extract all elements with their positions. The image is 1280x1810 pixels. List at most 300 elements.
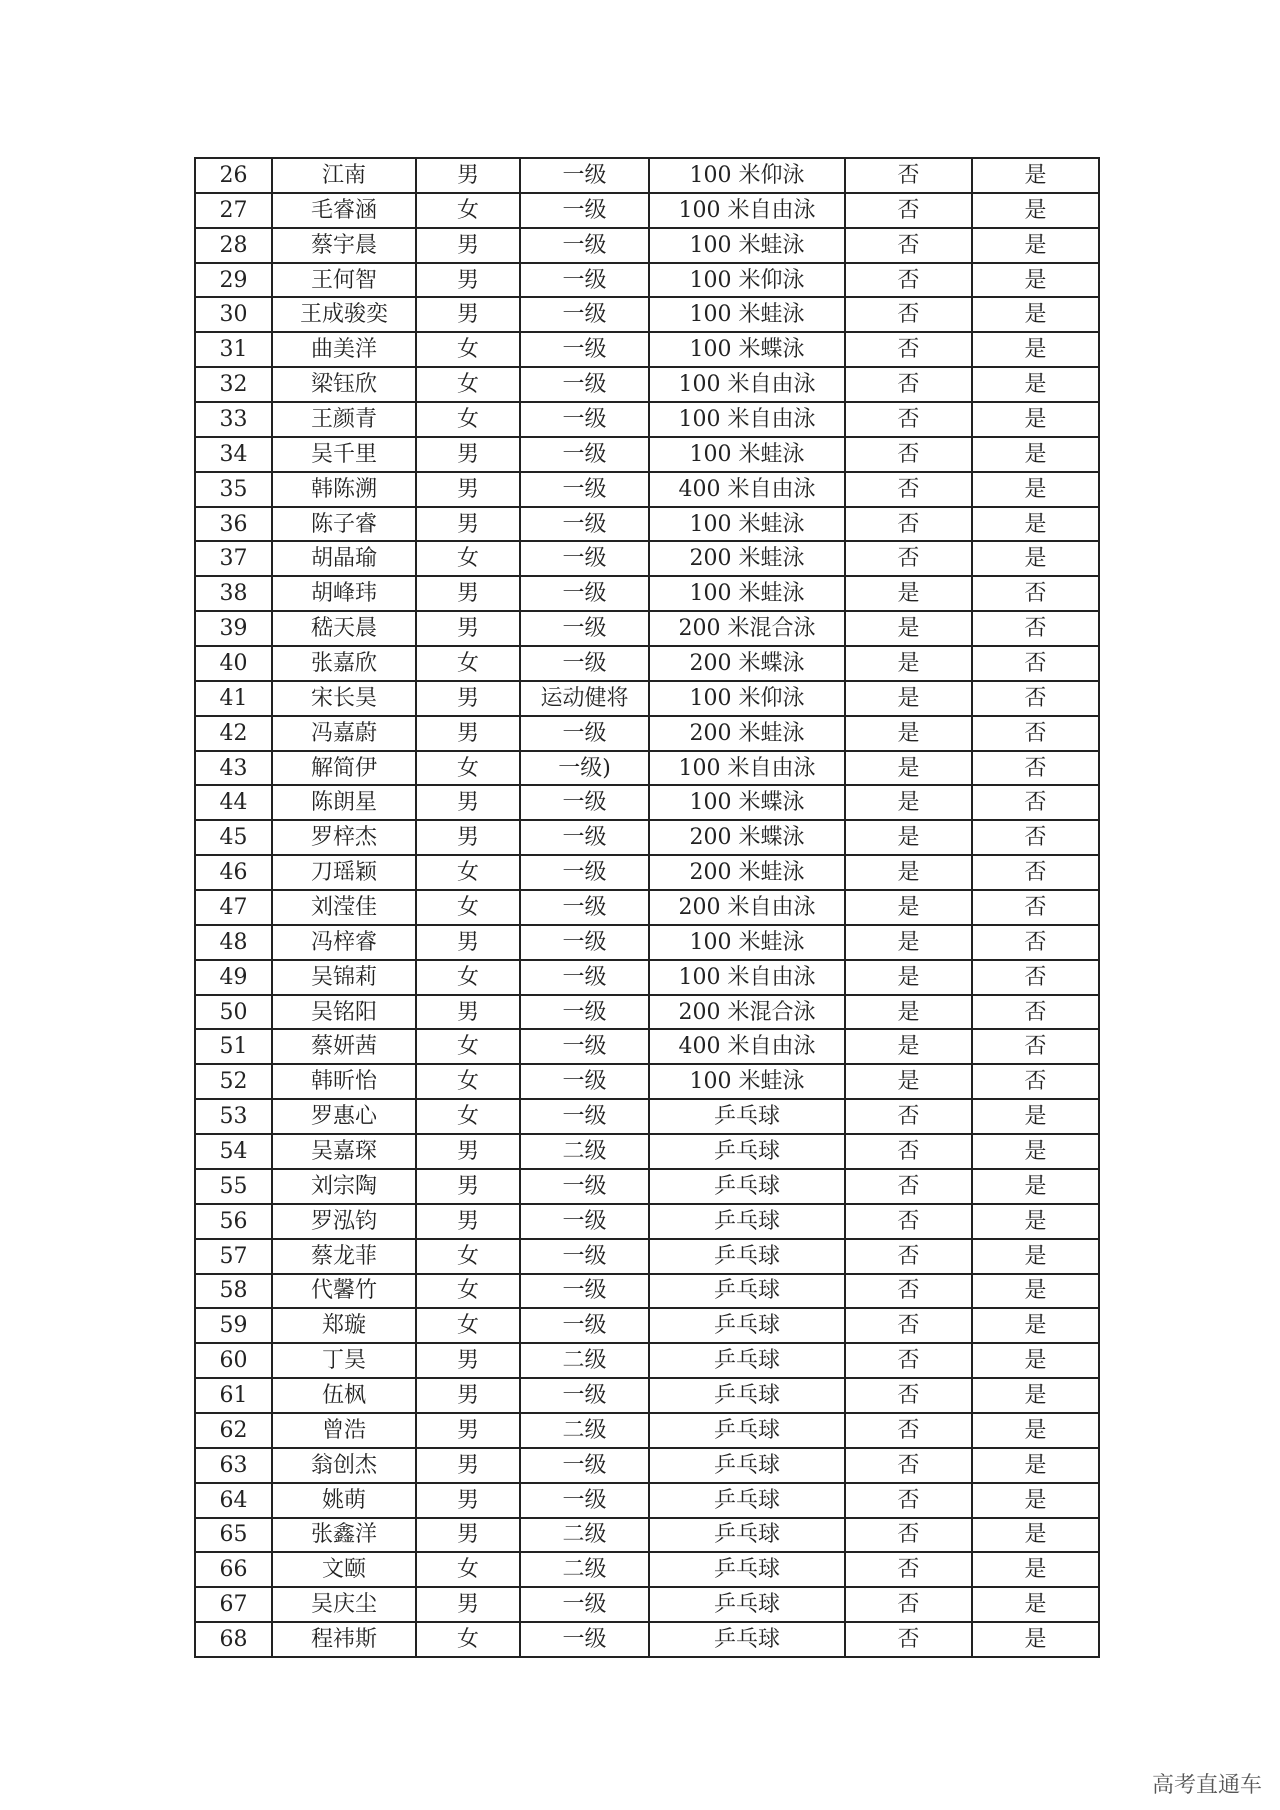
cell-event: 100 米自由泳 xyxy=(649,751,845,786)
cell-col-7: 是 xyxy=(972,1169,1099,1204)
cell-row-number: 65 xyxy=(195,1518,272,1553)
cell-gender: 男 xyxy=(416,611,520,646)
cell-level: 运动健将 xyxy=(520,681,649,716)
cell-row-number: 35 xyxy=(195,472,272,507)
table-row xyxy=(195,1064,1099,1099)
table-row xyxy=(195,1448,1099,1483)
cell-col-7: 是 xyxy=(972,228,1099,263)
cell-event: 乒乓球 xyxy=(649,1239,845,1274)
cell-name: 蔡龙菲 xyxy=(272,1239,416,1274)
cell-row-number: 52 xyxy=(195,1064,272,1099)
cell-row-number: 38 xyxy=(195,576,272,611)
cell-level: 一级 xyxy=(520,855,649,890)
cell-row-number: 55 xyxy=(195,1169,272,1204)
cell-row-number: 64 xyxy=(195,1483,272,1518)
cell-row-number: 48 xyxy=(195,925,272,960)
cell-col-7: 否 xyxy=(972,890,1099,925)
cell-level: 一级 xyxy=(520,193,649,228)
cell-col-7: 否 xyxy=(972,716,1099,751)
cell-gender: 女 xyxy=(416,541,520,576)
cell-name: 丁昊 xyxy=(272,1343,416,1378)
table-row xyxy=(195,681,1099,716)
cell-level: 一级 xyxy=(520,646,649,681)
cell-level: 一级 xyxy=(520,1239,649,1274)
cell-event: 400 米自由泳 xyxy=(649,472,845,507)
cell-level: 一级 xyxy=(520,611,649,646)
cell-event: 乒乓球 xyxy=(649,1413,845,1448)
cell-col-7: 否 xyxy=(972,855,1099,890)
cell-col-6: 否 xyxy=(845,1274,972,1309)
cell-event: 200 米自由泳 xyxy=(649,890,845,925)
cell-row-number: 45 xyxy=(195,820,272,855)
cell-name: 吴千里 xyxy=(272,437,416,472)
cell-name: 文颐 xyxy=(272,1552,416,1587)
cell-col-6: 否 xyxy=(845,1518,972,1553)
cell-row-number: 49 xyxy=(195,960,272,995)
cell-row-number: 40 xyxy=(195,646,272,681)
cell-row-number: 59 xyxy=(195,1308,272,1343)
cell-gender: 男 xyxy=(416,1587,520,1622)
cell-name: 王何智 xyxy=(272,263,416,298)
cell-event: 100 米自由泳 xyxy=(649,960,845,995)
cell-col-7: 否 xyxy=(972,1064,1099,1099)
table-row xyxy=(195,820,1099,855)
cell-event: 200 米蛙泳 xyxy=(649,716,845,751)
cell-col-6: 是 xyxy=(845,995,972,1030)
table-row xyxy=(195,1343,1099,1378)
table-row xyxy=(195,576,1099,611)
cell-event: 100 米仰泳 xyxy=(649,158,845,193)
cell-col-7: 是 xyxy=(972,541,1099,576)
cell-col-7: 否 xyxy=(972,611,1099,646)
table-row xyxy=(195,925,1099,960)
cell-name: 张嘉欣 xyxy=(272,646,416,681)
cell-event: 乒乓球 xyxy=(649,1274,845,1309)
cell-level: 一级 xyxy=(520,925,649,960)
cell-event: 400 米自由泳 xyxy=(649,1029,845,1064)
cell-event: 200 米蝶泳 xyxy=(649,820,845,855)
cell-event: 100 米仰泳 xyxy=(649,263,845,298)
cell-level: 一级 xyxy=(520,890,649,925)
cell-col-6: 否 xyxy=(845,1378,972,1413)
cell-event: 100 米自由泳 xyxy=(649,193,845,228)
cell-event: 乒乓球 xyxy=(649,1378,845,1413)
cell-name: 解简伊 xyxy=(272,751,416,786)
cell-col-7: 否 xyxy=(972,576,1099,611)
cell-col-7: 是 xyxy=(972,1134,1099,1169)
cell-col-7: 是 xyxy=(972,1099,1099,1134)
cell-row-number: 37 xyxy=(195,541,272,576)
cell-gender: 女 xyxy=(416,1064,520,1099)
cell-name: 陈朗星 xyxy=(272,785,416,820)
table-row xyxy=(195,228,1099,263)
cell-level: 一级 xyxy=(520,1169,649,1204)
cell-gender: 女 xyxy=(416,1099,520,1134)
cell-gender: 男 xyxy=(416,1518,520,1553)
cell-name: 翁创杰 xyxy=(272,1448,416,1483)
cell-name: 江南 xyxy=(272,158,416,193)
cell-name: 韩陈溯 xyxy=(272,472,416,507)
cell-row-number: 44 xyxy=(195,785,272,820)
cell-gender: 男 xyxy=(416,263,520,298)
cell-level: 一级 xyxy=(520,1622,649,1657)
cell-name: 吴庆尘 xyxy=(272,1587,416,1622)
cell-row-number: 62 xyxy=(195,1413,272,1448)
cell-row-number: 39 xyxy=(195,611,272,646)
cell-col-7: 是 xyxy=(972,472,1099,507)
cell-name: 伍枫 xyxy=(272,1378,416,1413)
cell-gender: 男 xyxy=(416,716,520,751)
cell-col-6: 是 xyxy=(845,890,972,925)
cell-col-7: 是 xyxy=(972,263,1099,298)
cell-col-6: 否 xyxy=(845,541,972,576)
cell-gender: 女 xyxy=(416,1308,520,1343)
cell-event: 200 米蛙泳 xyxy=(649,541,845,576)
cell-col-7: 是 xyxy=(972,193,1099,228)
cell-name: 王颜青 xyxy=(272,402,416,437)
table-row xyxy=(195,158,1099,193)
cell-gender: 男 xyxy=(416,576,520,611)
cell-row-number: 27 xyxy=(195,193,272,228)
table-row xyxy=(195,193,1099,228)
cell-col-7: 否 xyxy=(972,646,1099,681)
cell-col-6: 否 xyxy=(845,1239,972,1274)
cell-event: 乒乓球 xyxy=(649,1169,845,1204)
cell-col-6: 是 xyxy=(845,1064,972,1099)
cell-level: 一级 xyxy=(520,1204,649,1239)
cell-row-number: 33 xyxy=(195,402,272,437)
cell-gender: 男 xyxy=(416,1343,520,1378)
cell-name: 胡晶瑜 xyxy=(272,541,416,576)
cell-level: 二级 xyxy=(520,1413,649,1448)
cell-gender: 男 xyxy=(416,1378,520,1413)
cell-name: 刀瑶颖 xyxy=(272,855,416,890)
cell-gender: 女 xyxy=(416,855,520,890)
cell-row-number: 63 xyxy=(195,1448,272,1483)
cell-col-6: 是 xyxy=(845,716,972,751)
cell-gender: 男 xyxy=(416,1413,520,1448)
cell-level: 一级 xyxy=(520,437,649,472)
cell-event: 乒乓球 xyxy=(649,1622,845,1657)
cell-gender: 男 xyxy=(416,472,520,507)
cell-gender: 男 xyxy=(416,507,520,542)
cell-col-7: 是 xyxy=(972,1343,1099,1378)
table-row xyxy=(195,1413,1099,1448)
cell-gender: 女 xyxy=(416,960,520,995)
cell-event: 乒乓球 xyxy=(649,1204,845,1239)
cell-name: 蔡宇晨 xyxy=(272,228,416,263)
cell-event: 100 米蛙泳 xyxy=(649,1064,845,1099)
cell-level: 一级 xyxy=(520,576,649,611)
cell-name: 郑璇 xyxy=(272,1308,416,1343)
cell-col-6: 否 xyxy=(845,1099,972,1134)
cell-gender: 男 xyxy=(416,1134,520,1169)
table-row xyxy=(195,472,1099,507)
cell-col-7: 是 xyxy=(972,507,1099,542)
cell-col-6: 否 xyxy=(845,158,972,193)
table-row xyxy=(195,785,1099,820)
cell-name: 曲美洋 xyxy=(272,332,416,367)
cell-col-6: 是 xyxy=(845,925,972,960)
cell-name: 王成骏奕 xyxy=(272,297,416,332)
cell-row-number: 58 xyxy=(195,1274,272,1309)
cell-level: 一级 xyxy=(520,785,649,820)
cell-col-6: 否 xyxy=(845,472,972,507)
cell-col-6: 否 xyxy=(845,1622,972,1657)
cell-col-6: 否 xyxy=(845,402,972,437)
cell-level: 一级 xyxy=(520,1064,649,1099)
cell-event: 200 米蝶泳 xyxy=(649,646,845,681)
cell-level: 一级 xyxy=(520,716,649,751)
cell-name: 陈子睿 xyxy=(272,507,416,542)
cell-row-number: 67 xyxy=(195,1587,272,1622)
cell-row-number: 43 xyxy=(195,751,272,786)
cell-name: 毛睿涵 xyxy=(272,193,416,228)
table-row xyxy=(195,995,1099,1030)
table-row xyxy=(195,507,1099,542)
cell-col-6: 是 xyxy=(845,855,972,890)
cell-col-7: 否 xyxy=(972,751,1099,786)
cell-row-number: 61 xyxy=(195,1378,272,1413)
table-row xyxy=(195,646,1099,681)
cell-col-7: 是 xyxy=(972,1483,1099,1518)
cell-event: 乒乓球 xyxy=(649,1587,845,1622)
cell-col-6: 是 xyxy=(845,1029,972,1064)
table-body xyxy=(195,158,1099,1657)
cell-col-6: 否 xyxy=(845,263,972,298)
cell-event: 100 米蛙泳 xyxy=(649,925,845,960)
cell-col-6: 是 xyxy=(845,751,972,786)
cell-name: 蔡妍茜 xyxy=(272,1029,416,1064)
cell-level: 一级 xyxy=(520,263,649,298)
cell-row-number: 34 xyxy=(195,437,272,472)
cell-col-7: 是 xyxy=(972,1239,1099,1274)
cell-gender: 女 xyxy=(416,1552,520,1587)
cell-level: 一级 xyxy=(520,1029,649,1064)
cell-row-number: 30 xyxy=(195,297,272,332)
table-row xyxy=(195,751,1099,786)
cell-col-7: 是 xyxy=(972,402,1099,437)
cell-col-7: 是 xyxy=(972,1552,1099,1587)
cell-event: 200 米混合泳 xyxy=(649,995,845,1030)
cell-event: 100 米蛙泳 xyxy=(649,297,845,332)
watermark: 高考直通车 xyxy=(1151,1773,1262,1798)
cell-gender: 男 xyxy=(416,1204,520,1239)
cell-row-number: 51 xyxy=(195,1029,272,1064)
cell-gender: 男 xyxy=(416,1169,520,1204)
cell-col-7: 是 xyxy=(972,1274,1099,1309)
cell-gender: 女 xyxy=(416,1622,520,1657)
cell-gender: 女 xyxy=(416,1239,520,1274)
table-row xyxy=(195,1308,1099,1343)
cell-name: 胡峰玮 xyxy=(272,576,416,611)
cell-row-number: 46 xyxy=(195,855,272,890)
cell-level: 一级 xyxy=(520,1308,649,1343)
cell-level: 一级 xyxy=(520,367,649,402)
table-row xyxy=(195,960,1099,995)
cell-gender: 男 xyxy=(416,158,520,193)
cell-event: 乒乓球 xyxy=(649,1308,845,1343)
cell-name: 刘滢佳 xyxy=(272,890,416,925)
cell-row-number: 60 xyxy=(195,1343,272,1378)
cell-col-7: 是 xyxy=(972,1413,1099,1448)
table-row xyxy=(195,332,1099,367)
cell-event: 100 米仰泳 xyxy=(649,681,845,716)
cell-level: 二级 xyxy=(520,1552,649,1587)
cell-col-6: 否 xyxy=(845,507,972,542)
cell-event: 100 米自由泳 xyxy=(649,367,845,402)
cell-col-6: 否 xyxy=(845,367,972,402)
cell-level: 一级) xyxy=(520,751,649,786)
cell-row-number: 50 xyxy=(195,995,272,1030)
cell-level: 一级 xyxy=(520,1378,649,1413)
cell-name: 冯梓睿 xyxy=(272,925,416,960)
table-row xyxy=(195,1552,1099,1587)
cell-col-6: 否 xyxy=(845,193,972,228)
cell-col-7: 是 xyxy=(972,1308,1099,1343)
cell-row-number: 57 xyxy=(195,1239,272,1274)
cell-col-6: 否 xyxy=(845,1204,972,1239)
cell-gender: 女 xyxy=(416,402,520,437)
cell-event: 100 米蛙泳 xyxy=(649,507,845,542)
cell-event: 乒乓球 xyxy=(649,1134,845,1169)
cell-col-6: 否 xyxy=(845,332,972,367)
cell-gender: 男 xyxy=(416,925,520,960)
cell-gender: 男 xyxy=(416,681,520,716)
table-row xyxy=(195,1378,1099,1413)
cell-name: 姚萌 xyxy=(272,1483,416,1518)
cell-event: 乒乓球 xyxy=(649,1552,845,1587)
cell-level: 一级 xyxy=(520,1587,649,1622)
cell-event: 乒乓球 xyxy=(649,1448,845,1483)
cell-gender: 男 xyxy=(416,297,520,332)
cell-col-6: 否 xyxy=(845,1587,972,1622)
cell-gender: 男 xyxy=(416,820,520,855)
cell-col-6: 是 xyxy=(845,611,972,646)
cell-row-number: 56 xyxy=(195,1204,272,1239)
cell-row-number: 41 xyxy=(195,681,272,716)
table-row xyxy=(195,1099,1099,1134)
cell-level: 一级 xyxy=(520,1274,649,1309)
cell-event: 100 米蛙泳 xyxy=(649,228,845,263)
cell-col-7: 否 xyxy=(972,681,1099,716)
cell-level: 一级 xyxy=(520,507,649,542)
table-row xyxy=(195,541,1099,576)
cell-col-7: 是 xyxy=(972,158,1099,193)
cell-col-6: 否 xyxy=(845,1413,972,1448)
table-row xyxy=(195,716,1099,751)
table-row xyxy=(195,437,1099,472)
cell-level: 一级 xyxy=(520,1099,649,1134)
cell-event: 200 米蛙泳 xyxy=(649,855,845,890)
cell-row-number: 42 xyxy=(195,716,272,751)
cell-col-7: 否 xyxy=(972,1029,1099,1064)
cell-col-7: 是 xyxy=(972,1204,1099,1239)
cell-event: 100 米蛙泳 xyxy=(649,437,845,472)
cell-col-7: 否 xyxy=(972,925,1099,960)
table-row xyxy=(195,1169,1099,1204)
cell-col-7: 否 xyxy=(972,820,1099,855)
cell-level: 二级 xyxy=(520,1134,649,1169)
table-row xyxy=(195,855,1099,890)
table-row xyxy=(195,1483,1099,1518)
cell-row-number: 29 xyxy=(195,263,272,298)
cell-level: 二级 xyxy=(520,1518,649,1553)
cell-name: 罗梓杰 xyxy=(272,820,416,855)
cell-level: 一级 xyxy=(520,332,649,367)
table-row xyxy=(195,1204,1099,1239)
cell-event: 乒乓球 xyxy=(649,1483,845,1518)
cell-name: 程祎斯 xyxy=(272,1622,416,1657)
cell-col-6: 否 xyxy=(845,1169,972,1204)
cell-gender: 男 xyxy=(416,785,520,820)
cell-row-number: 47 xyxy=(195,890,272,925)
cell-gender: 女 xyxy=(416,1029,520,1064)
cell-name: 嵇天晨 xyxy=(272,611,416,646)
cell-col-6: 否 xyxy=(845,437,972,472)
cell-gender: 男 xyxy=(416,1448,520,1483)
cell-level: 一级 xyxy=(520,1483,649,1518)
cell-gender: 女 xyxy=(416,646,520,681)
table-row xyxy=(195,611,1099,646)
cell-level: 一级 xyxy=(520,297,649,332)
cell-gender: 女 xyxy=(416,332,520,367)
cell-event: 200 米混合泳 xyxy=(649,611,845,646)
cell-col-7: 是 xyxy=(972,367,1099,402)
table-row xyxy=(195,1587,1099,1622)
cell-col-7: 是 xyxy=(972,1587,1099,1622)
cell-col-6: 是 xyxy=(845,576,972,611)
cell-event: 乒乓球 xyxy=(649,1099,845,1134)
cell-event: 100 米自由泳 xyxy=(649,402,845,437)
cell-col-6: 否 xyxy=(845,1552,972,1587)
cell-row-number: 28 xyxy=(195,228,272,263)
table-row xyxy=(195,890,1099,925)
cell-col-7: 是 xyxy=(972,1448,1099,1483)
cell-name: 吴锦莉 xyxy=(272,960,416,995)
cell-col-7: 是 xyxy=(972,1518,1099,1553)
cell-name: 张鑫洋 xyxy=(272,1518,416,1553)
cell-col-6: 否 xyxy=(845,1448,972,1483)
cell-col-7: 否 xyxy=(972,785,1099,820)
table-row xyxy=(195,1622,1099,1657)
cell-col-6: 是 xyxy=(845,646,972,681)
cell-name: 罗泓钧 xyxy=(272,1204,416,1239)
cell-name: 代馨竹 xyxy=(272,1274,416,1309)
cell-row-number: 66 xyxy=(195,1552,272,1587)
cell-level: 一级 xyxy=(520,472,649,507)
cell-name: 冯嘉蔚 xyxy=(272,716,416,751)
cell-gender: 男 xyxy=(416,437,520,472)
cell-row-number: 26 xyxy=(195,158,272,193)
cell-level: 一级 xyxy=(520,228,649,263)
cell-gender: 女 xyxy=(416,367,520,402)
cell-gender: 男 xyxy=(416,995,520,1030)
cell-row-number: 54 xyxy=(195,1134,272,1169)
table-row xyxy=(195,1274,1099,1309)
table-row xyxy=(195,1134,1099,1169)
table-row xyxy=(195,1029,1099,1064)
cell-row-number: 36 xyxy=(195,507,272,542)
cell-event: 100 米蛙泳 xyxy=(649,576,845,611)
cell-col-7: 否 xyxy=(972,995,1099,1030)
cell-col-6: 否 xyxy=(845,297,972,332)
cell-level: 一级 xyxy=(520,960,649,995)
athlete-table xyxy=(194,157,1100,1658)
cell-row-number: 53 xyxy=(195,1099,272,1134)
cell-gender: 男 xyxy=(416,1483,520,1518)
cell-col-6: 否 xyxy=(845,228,972,263)
